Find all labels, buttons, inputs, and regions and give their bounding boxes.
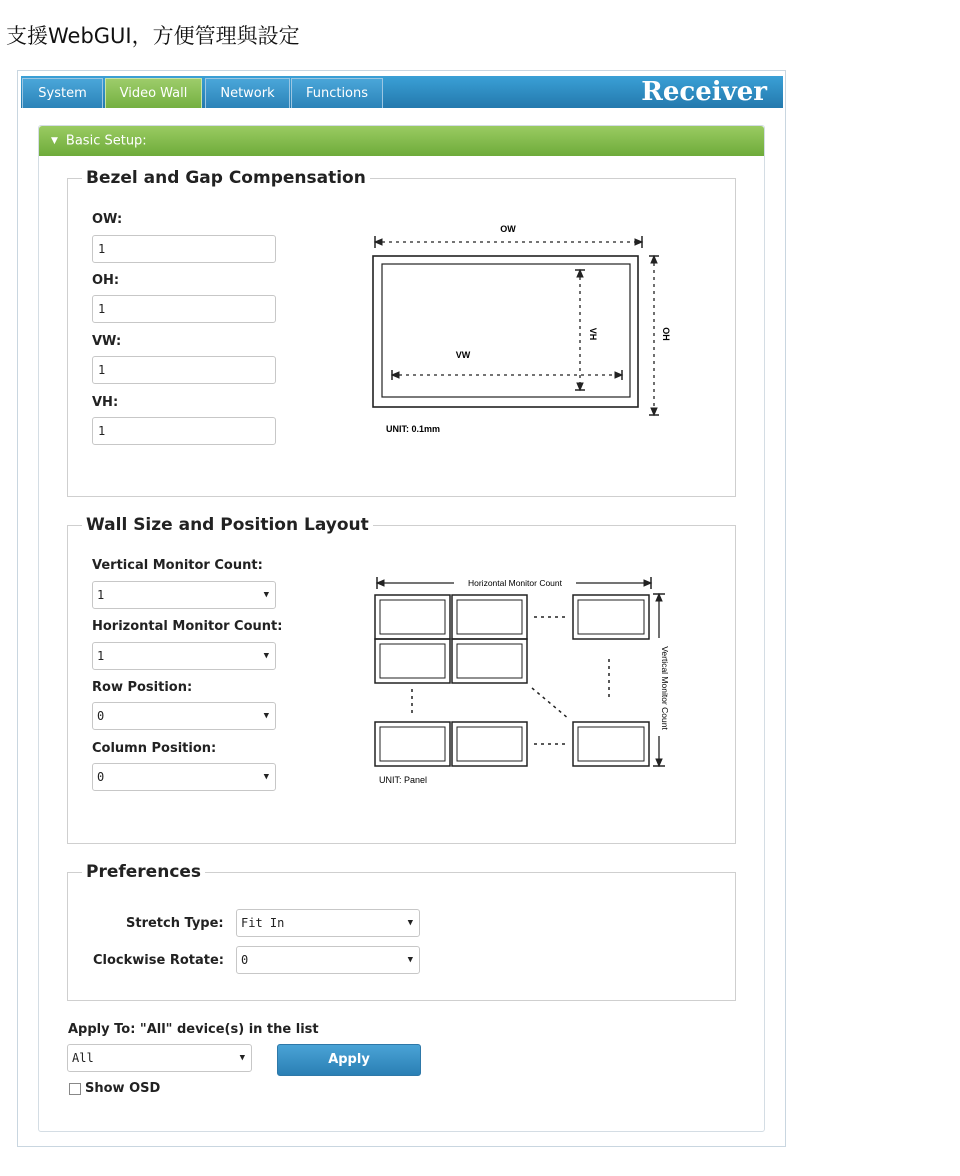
tab-system[interactable]: System bbox=[22, 78, 103, 108]
vertical-count-diagram-label: Vertical Monitor Count bbox=[660, 646, 670, 730]
clockwise-rotate-label: Clockwise Rotate: bbox=[93, 953, 224, 968]
show-osd-label: Show OSD bbox=[85, 1081, 161, 1096]
dropdown-arrow-icon: ▼ bbox=[239, 1053, 245, 1063]
dropdown-arrow-icon: ▼ bbox=[407, 955, 413, 965]
horizontal-count-value: 1 bbox=[97, 649, 105, 663]
vh-input[interactable]: 1 bbox=[92, 417, 276, 445]
dropdown-arrow-icon: ▼ bbox=[263, 772, 269, 782]
clockwise-rotate-select[interactable] bbox=[236, 946, 420, 974]
row-position-label: Row Position: bbox=[92, 680, 193, 695]
row-position-value: 0 bbox=[97, 709, 105, 723]
basic-setup-title: Basic Setup: bbox=[65, 133, 147, 149]
vertical-count-select[interactable] bbox=[92, 581, 276, 609]
oh-input[interactable]: 1 bbox=[92, 295, 276, 323]
vw-input[interactable]: 1 bbox=[92, 356, 276, 384]
column-position-select[interactable] bbox=[92, 763, 276, 791]
basic-setup-header[interactable] bbox=[39, 126, 764, 156]
webgui-window bbox=[17, 70, 786, 1147]
ow-input[interactable]: 1 bbox=[92, 235, 276, 263]
stretch-type-label: Stretch Type: bbox=[126, 916, 224, 931]
column-position-label: Column Position: bbox=[92, 741, 217, 756]
stretch-type-value: Fit In bbox=[241, 916, 285, 930]
ow-diagram-label: OW bbox=[500, 224, 516, 234]
show-osd-checkbox[interactable] bbox=[69, 1083, 81, 1095]
dropdown-arrow-icon: ▼ bbox=[263, 590, 269, 600]
clockwise-rotate-value: 0 bbox=[241, 953, 249, 967]
horizontal-count-diagram-label: Horizontal Monitor Count bbox=[467, 578, 563, 588]
bezel-diagram bbox=[369, 218, 674, 438]
basic-setup-panel bbox=[38, 125, 765, 1132]
apply-target-select[interactable] bbox=[67, 1044, 252, 1072]
dropdown-arrow-icon: ▼ bbox=[407, 918, 413, 928]
tab-bar bbox=[21, 76, 783, 108]
apply-target-value: All bbox=[72, 1051, 94, 1065]
ow-label: OW: bbox=[92, 212, 123, 227]
bezel-legend: Bezel and Gap Compensation bbox=[86, 168, 366, 188]
oh-label: OH: bbox=[92, 273, 120, 288]
vh-diagram-label: VH bbox=[588, 327, 598, 341]
wall-unit-label: UNIT: Panel bbox=[379, 775, 428, 785]
apply-button[interactable]: Apply bbox=[277, 1044, 421, 1076]
wall-diagram bbox=[369, 571, 674, 786]
dropdown-arrow-icon: ▼ bbox=[263, 711, 269, 721]
oh-diagram-label: OH bbox=[661, 327, 671, 341]
horizontal-count-label: Horizontal Monitor Count: bbox=[92, 619, 283, 634]
vw-label: VW: bbox=[92, 334, 122, 349]
vw-diagram-label: VW bbox=[455, 350, 471, 360]
tab-video-wall[interactable]: Video Wall bbox=[105, 78, 202, 108]
bezel-unit-label: UNIT: 0.1mm bbox=[386, 424, 441, 434]
vertical-count-label: Vertical Monitor Count: bbox=[92, 558, 263, 573]
row-position-select[interactable] bbox=[92, 702, 276, 730]
dropdown-arrow-icon: ▼ bbox=[263, 651, 269, 661]
horizontal-count-select[interactable] bbox=[92, 642, 276, 670]
tab-network[interactable]: Network bbox=[205, 78, 290, 108]
tab-functions[interactable]: Functions bbox=[291, 78, 383, 108]
preferences-legend: Preferences bbox=[86, 862, 202, 882]
page-caption: 支援WebGUI，方便管理與設定 bbox=[6, 24, 300, 48]
brand-title: Receiver bbox=[641, 77, 767, 107]
vertical-count-value: 1 bbox=[97, 588, 105, 602]
apply-to-label: Apply To: "All" device(s) in the list bbox=[68, 1022, 319, 1037]
vh-label: VH: bbox=[92, 395, 119, 410]
wall-legend: Wall Size and Position Layout bbox=[86, 515, 369, 535]
column-position-value: 0 bbox=[97, 770, 105, 784]
stretch-type-select[interactable] bbox=[236, 909, 420, 937]
collapse-arrow-icon: ▼ bbox=[51, 136, 58, 146]
